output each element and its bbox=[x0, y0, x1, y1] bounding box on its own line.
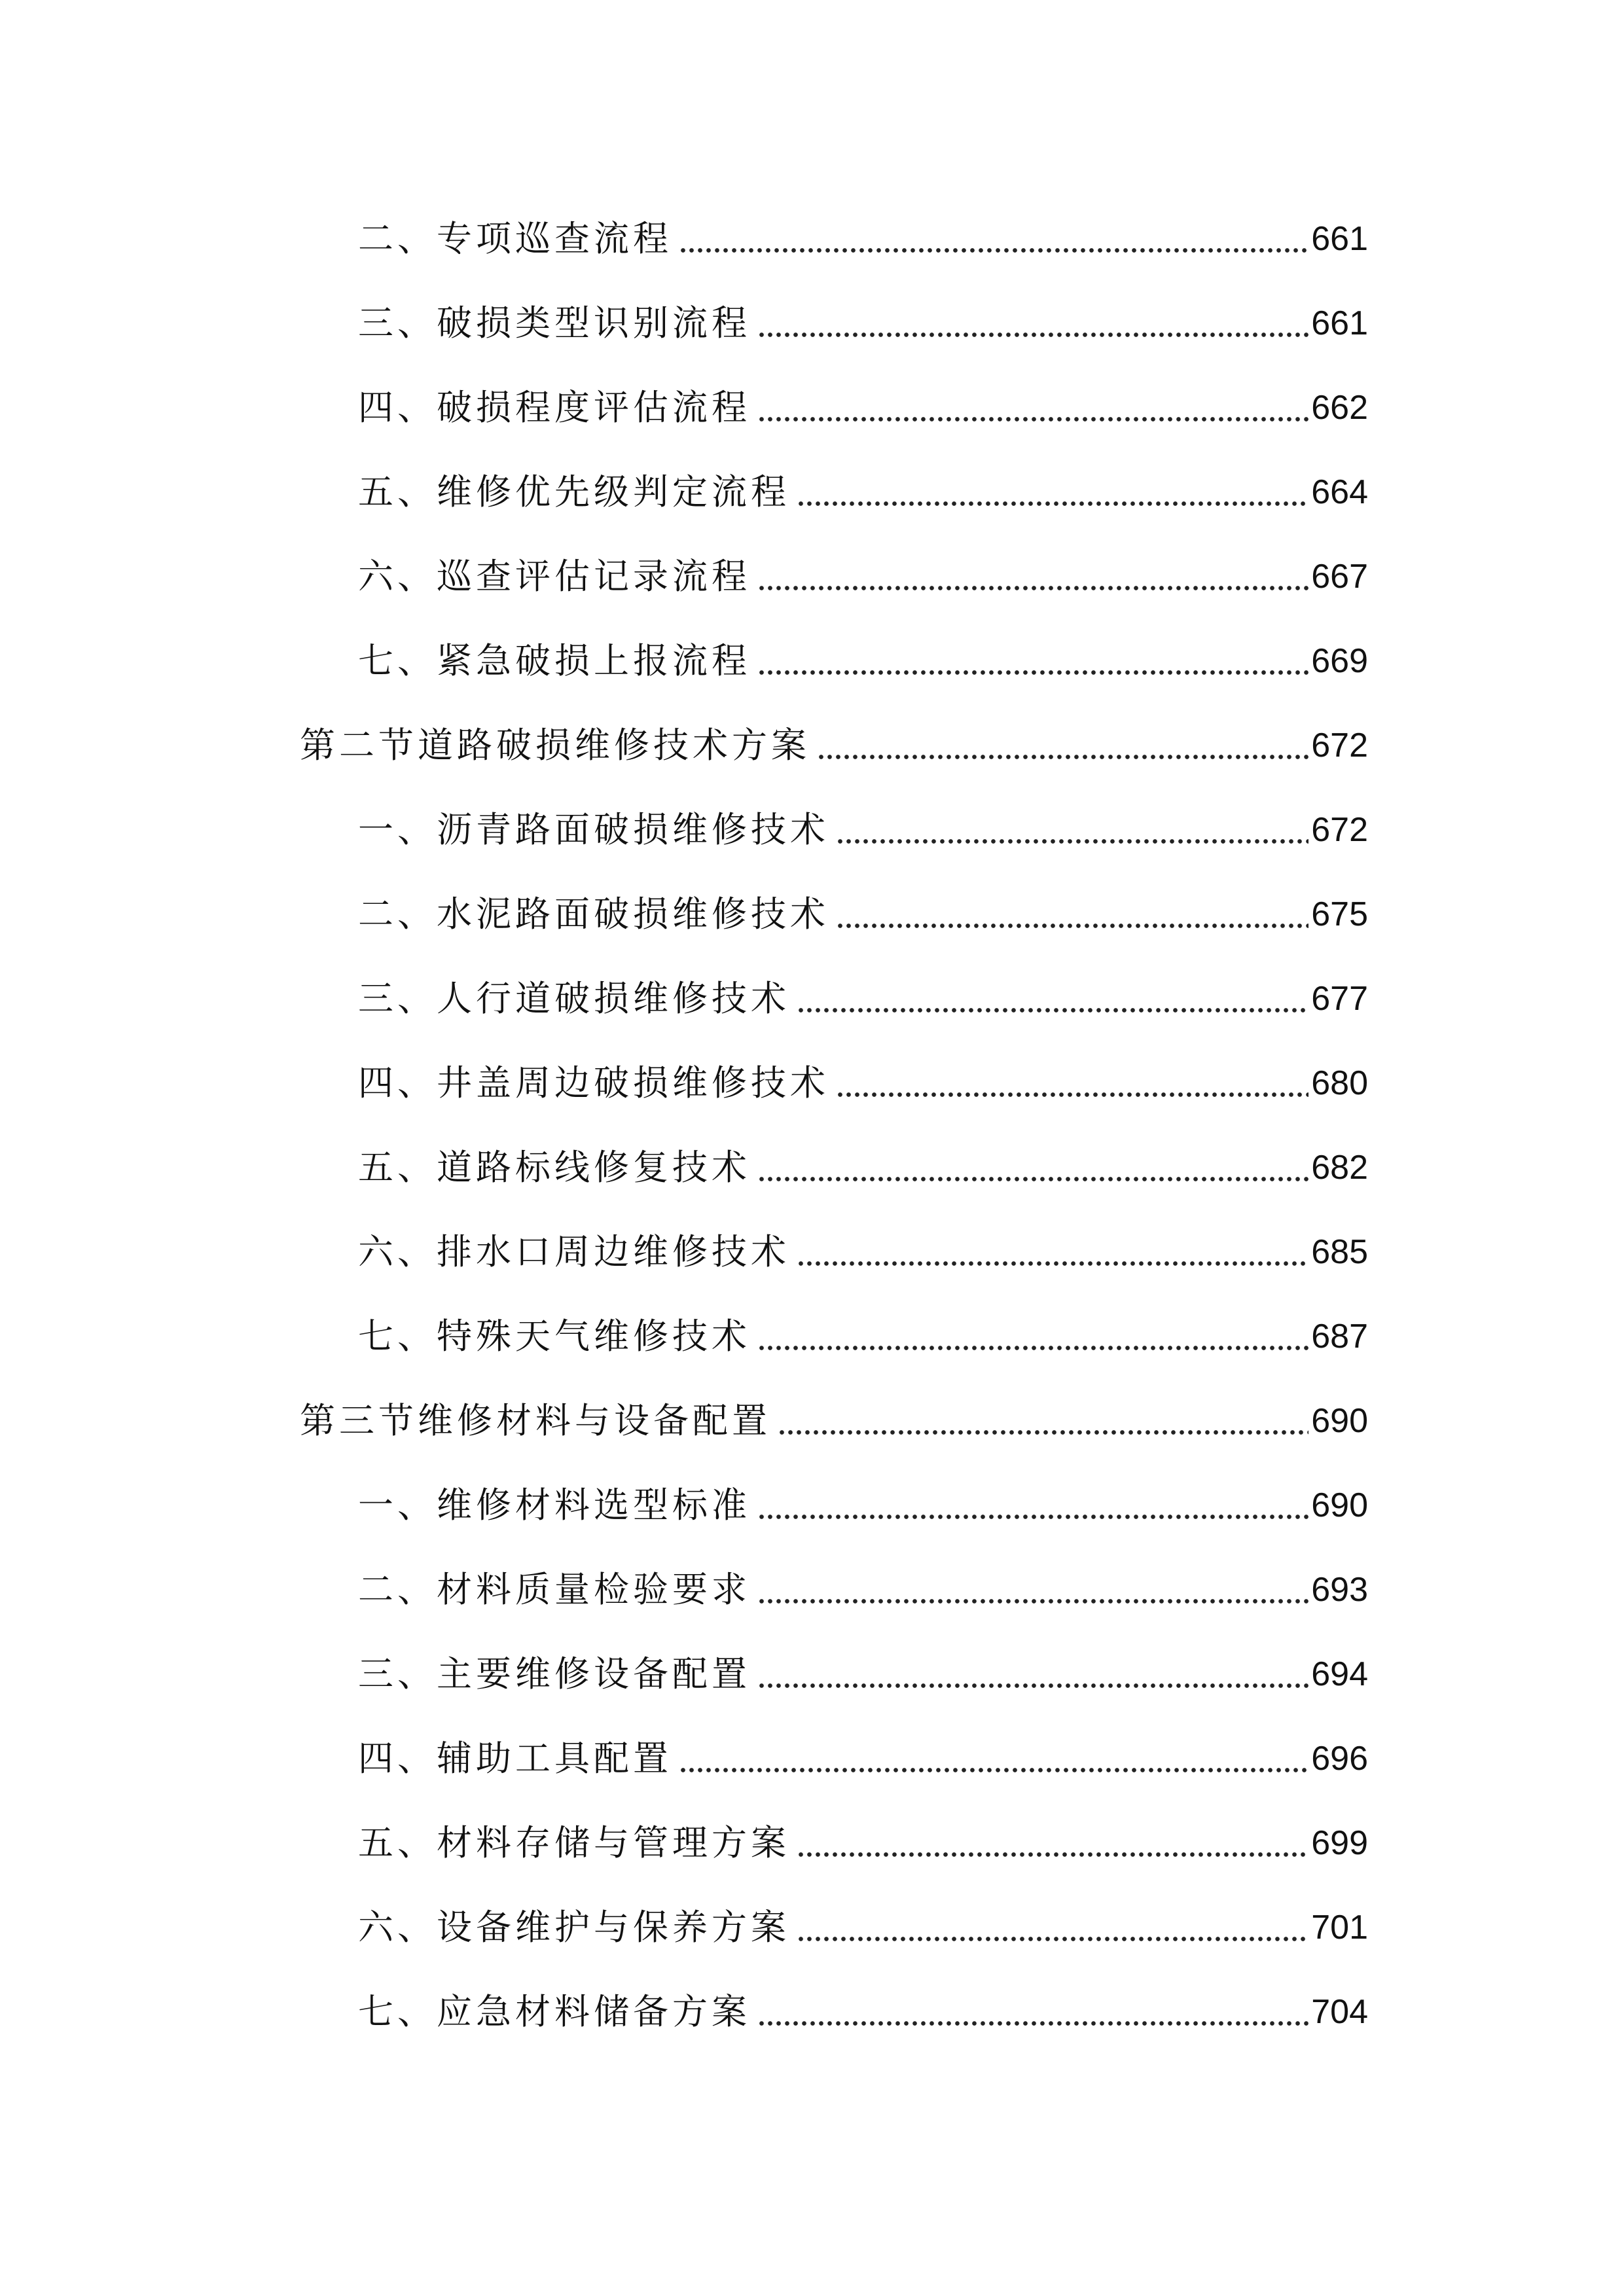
toc-entry-title: 七、应急材料储备方案 bbox=[358, 1991, 751, 2032]
toc-entry-title: 二、水泥路面破损维修技术 bbox=[358, 893, 829, 935]
toc-entry[interactable] bbox=[358, 382, 1368, 434]
toc-entry-page: 685 bbox=[1311, 1233, 1368, 1271]
toc-dot-leader bbox=[797, 1226, 1308, 1278]
toc-entry-title: 四、井盖周边破损维修技术 bbox=[358, 1062, 829, 1103]
toc-entry[interactable] bbox=[358, 1226, 1368, 1278]
toc-entry-page: 667 bbox=[1311, 558, 1368, 596]
toc-dot-leader bbox=[757, 1986, 1308, 2038]
toc-entry[interactable] bbox=[358, 1648, 1368, 1700]
toc-entry-page: 672 bbox=[1311, 811, 1368, 849]
toc-entry-title: 第二节道路破损维修技术方案 bbox=[300, 725, 810, 766]
toc-entry-title: 六、排水口周边维修技术 bbox=[358, 1231, 790, 1272]
toc-dot-leader bbox=[757, 635, 1308, 687]
toc-entry-title: 五、维修优先级判定流程 bbox=[358, 471, 790, 512]
toc-entry-page: 661 bbox=[1311, 220, 1368, 258]
toc-entry-page: 672 bbox=[1311, 726, 1368, 764]
toc-entry-page: 690 bbox=[1311, 1402, 1368, 1440]
toc-dot-leader bbox=[757, 297, 1308, 350]
toc-entry[interactable] bbox=[358, 804, 1368, 856]
toc-entry-title: 三、主要维修设备配置 bbox=[358, 1653, 751, 1695]
toc-dot-leader bbox=[757, 382, 1308, 434]
toc-entry-title: 一、沥青路面破损维修技术 bbox=[358, 809, 829, 850]
toc-dot-leader bbox=[797, 1817, 1308, 1869]
toc-dot-leader bbox=[757, 1564, 1308, 1616]
toc-section-entry[interactable] bbox=[300, 1395, 1368, 1447]
toc-entry-title: 六、设备维护与保养方案 bbox=[358, 1907, 790, 1948]
toc-dot-leader bbox=[797, 1901, 1308, 1954]
toc-entry[interactable] bbox=[358, 1141, 1368, 1194]
toc-entry-page: 669 bbox=[1311, 642, 1368, 680]
toc-entry[interactable] bbox=[358, 1817, 1368, 1869]
toc-entry-page: 662 bbox=[1311, 389, 1368, 427]
toc-entry[interactable] bbox=[358, 888, 1368, 941]
toc-entry[interactable] bbox=[358, 1564, 1368, 1616]
toc-dot-leader bbox=[797, 466, 1308, 518]
toc-entry[interactable] bbox=[358, 1901, 1368, 1954]
toc-dot-leader bbox=[836, 804, 1308, 856]
toc-dot-leader bbox=[679, 1732, 1308, 1785]
toc-entry-page: 701 bbox=[1311, 1909, 1368, 1946]
toc-entry-title: 六、巡查评估记录流程 bbox=[358, 556, 751, 597]
toc-entry-title: 七、特殊天气维修技术 bbox=[358, 1316, 751, 1357]
toc-entry-title: 七、紧急破损上报流程 bbox=[358, 640, 751, 681]
toc-dot-leader bbox=[757, 1310, 1308, 1363]
toc-entry[interactable] bbox=[358, 973, 1368, 1025]
toc-entry[interactable] bbox=[358, 1057, 1368, 1109]
toc-dot-leader bbox=[778, 1395, 1308, 1447]
toc-entry-title: 三、人行道破损维修技术 bbox=[358, 978, 790, 1019]
toc-entry-page: 690 bbox=[1311, 1486, 1368, 1524]
toc-entry-title: 三、破损类型识别流程 bbox=[358, 302, 751, 344]
toc-entry-page: 682 bbox=[1311, 1149, 1368, 1187]
toc-entry[interactable] bbox=[358, 1479, 1368, 1532]
toc-entry[interactable] bbox=[358, 213, 1368, 265]
toc-entry-page: 661 bbox=[1311, 304, 1368, 342]
toc-entry-title: 四、辅助工具配置 bbox=[358, 1738, 672, 1779]
toc-entry-title: 二、专项巡查流程 bbox=[358, 218, 672, 259]
toc-entry-title: 一、维修材料选型标准 bbox=[358, 1484, 751, 1526]
toc-entry-title: 四、破损程度评估流程 bbox=[358, 387, 751, 428]
toc-dot-leader bbox=[836, 1057, 1308, 1109]
toc-entry-page: 699 bbox=[1311, 1824, 1368, 1862]
toc-entry-page: 693 bbox=[1311, 1571, 1368, 1609]
toc-entry-page: 680 bbox=[1311, 1064, 1368, 1102]
toc-dot-leader bbox=[817, 719, 1308, 772]
toc-dot-leader bbox=[836, 888, 1308, 941]
toc-section-entry[interactable] bbox=[300, 719, 1368, 772]
toc-entry[interactable] bbox=[358, 297, 1368, 350]
toc-entry-title: 二、材料质量检验要求 bbox=[358, 1569, 751, 1610]
toc-dot-leader bbox=[757, 1141, 1308, 1194]
toc-entry[interactable] bbox=[358, 635, 1368, 687]
toc-entry[interactable] bbox=[358, 1732, 1368, 1785]
toc-entry-page: 696 bbox=[1311, 1740, 1368, 1778]
toc-entry-title: 五、材料存储与管理方案 bbox=[358, 1822, 790, 1863]
toc-entry-page: 687 bbox=[1311, 1318, 1368, 1355]
toc-entry-page: 675 bbox=[1311, 895, 1368, 933]
toc-entry[interactable] bbox=[358, 466, 1368, 518]
toc-entry-page: 677 bbox=[1311, 980, 1368, 1018]
toc-dot-leader bbox=[679, 213, 1308, 265]
toc-dot-leader bbox=[757, 550, 1308, 603]
toc-entry[interactable] bbox=[358, 1310, 1368, 1363]
toc-dot-leader bbox=[757, 1479, 1308, 1532]
toc-entry-page: 694 bbox=[1311, 1655, 1368, 1693]
toc-entry-page: 664 bbox=[1311, 473, 1368, 511]
toc-entry-title: 第三节维修材料与设备配置 bbox=[300, 1400, 771, 1441]
toc-entry[interactable] bbox=[358, 550, 1368, 603]
toc-entry[interactable] bbox=[358, 1986, 1368, 2038]
toc-dot-leader bbox=[757, 1648, 1308, 1700]
toc-dot-leader bbox=[797, 973, 1308, 1025]
toc-entry-title: 五、道路标线修复技术 bbox=[358, 1147, 751, 1188]
toc-entry-page: 704 bbox=[1311, 1993, 1368, 2031]
